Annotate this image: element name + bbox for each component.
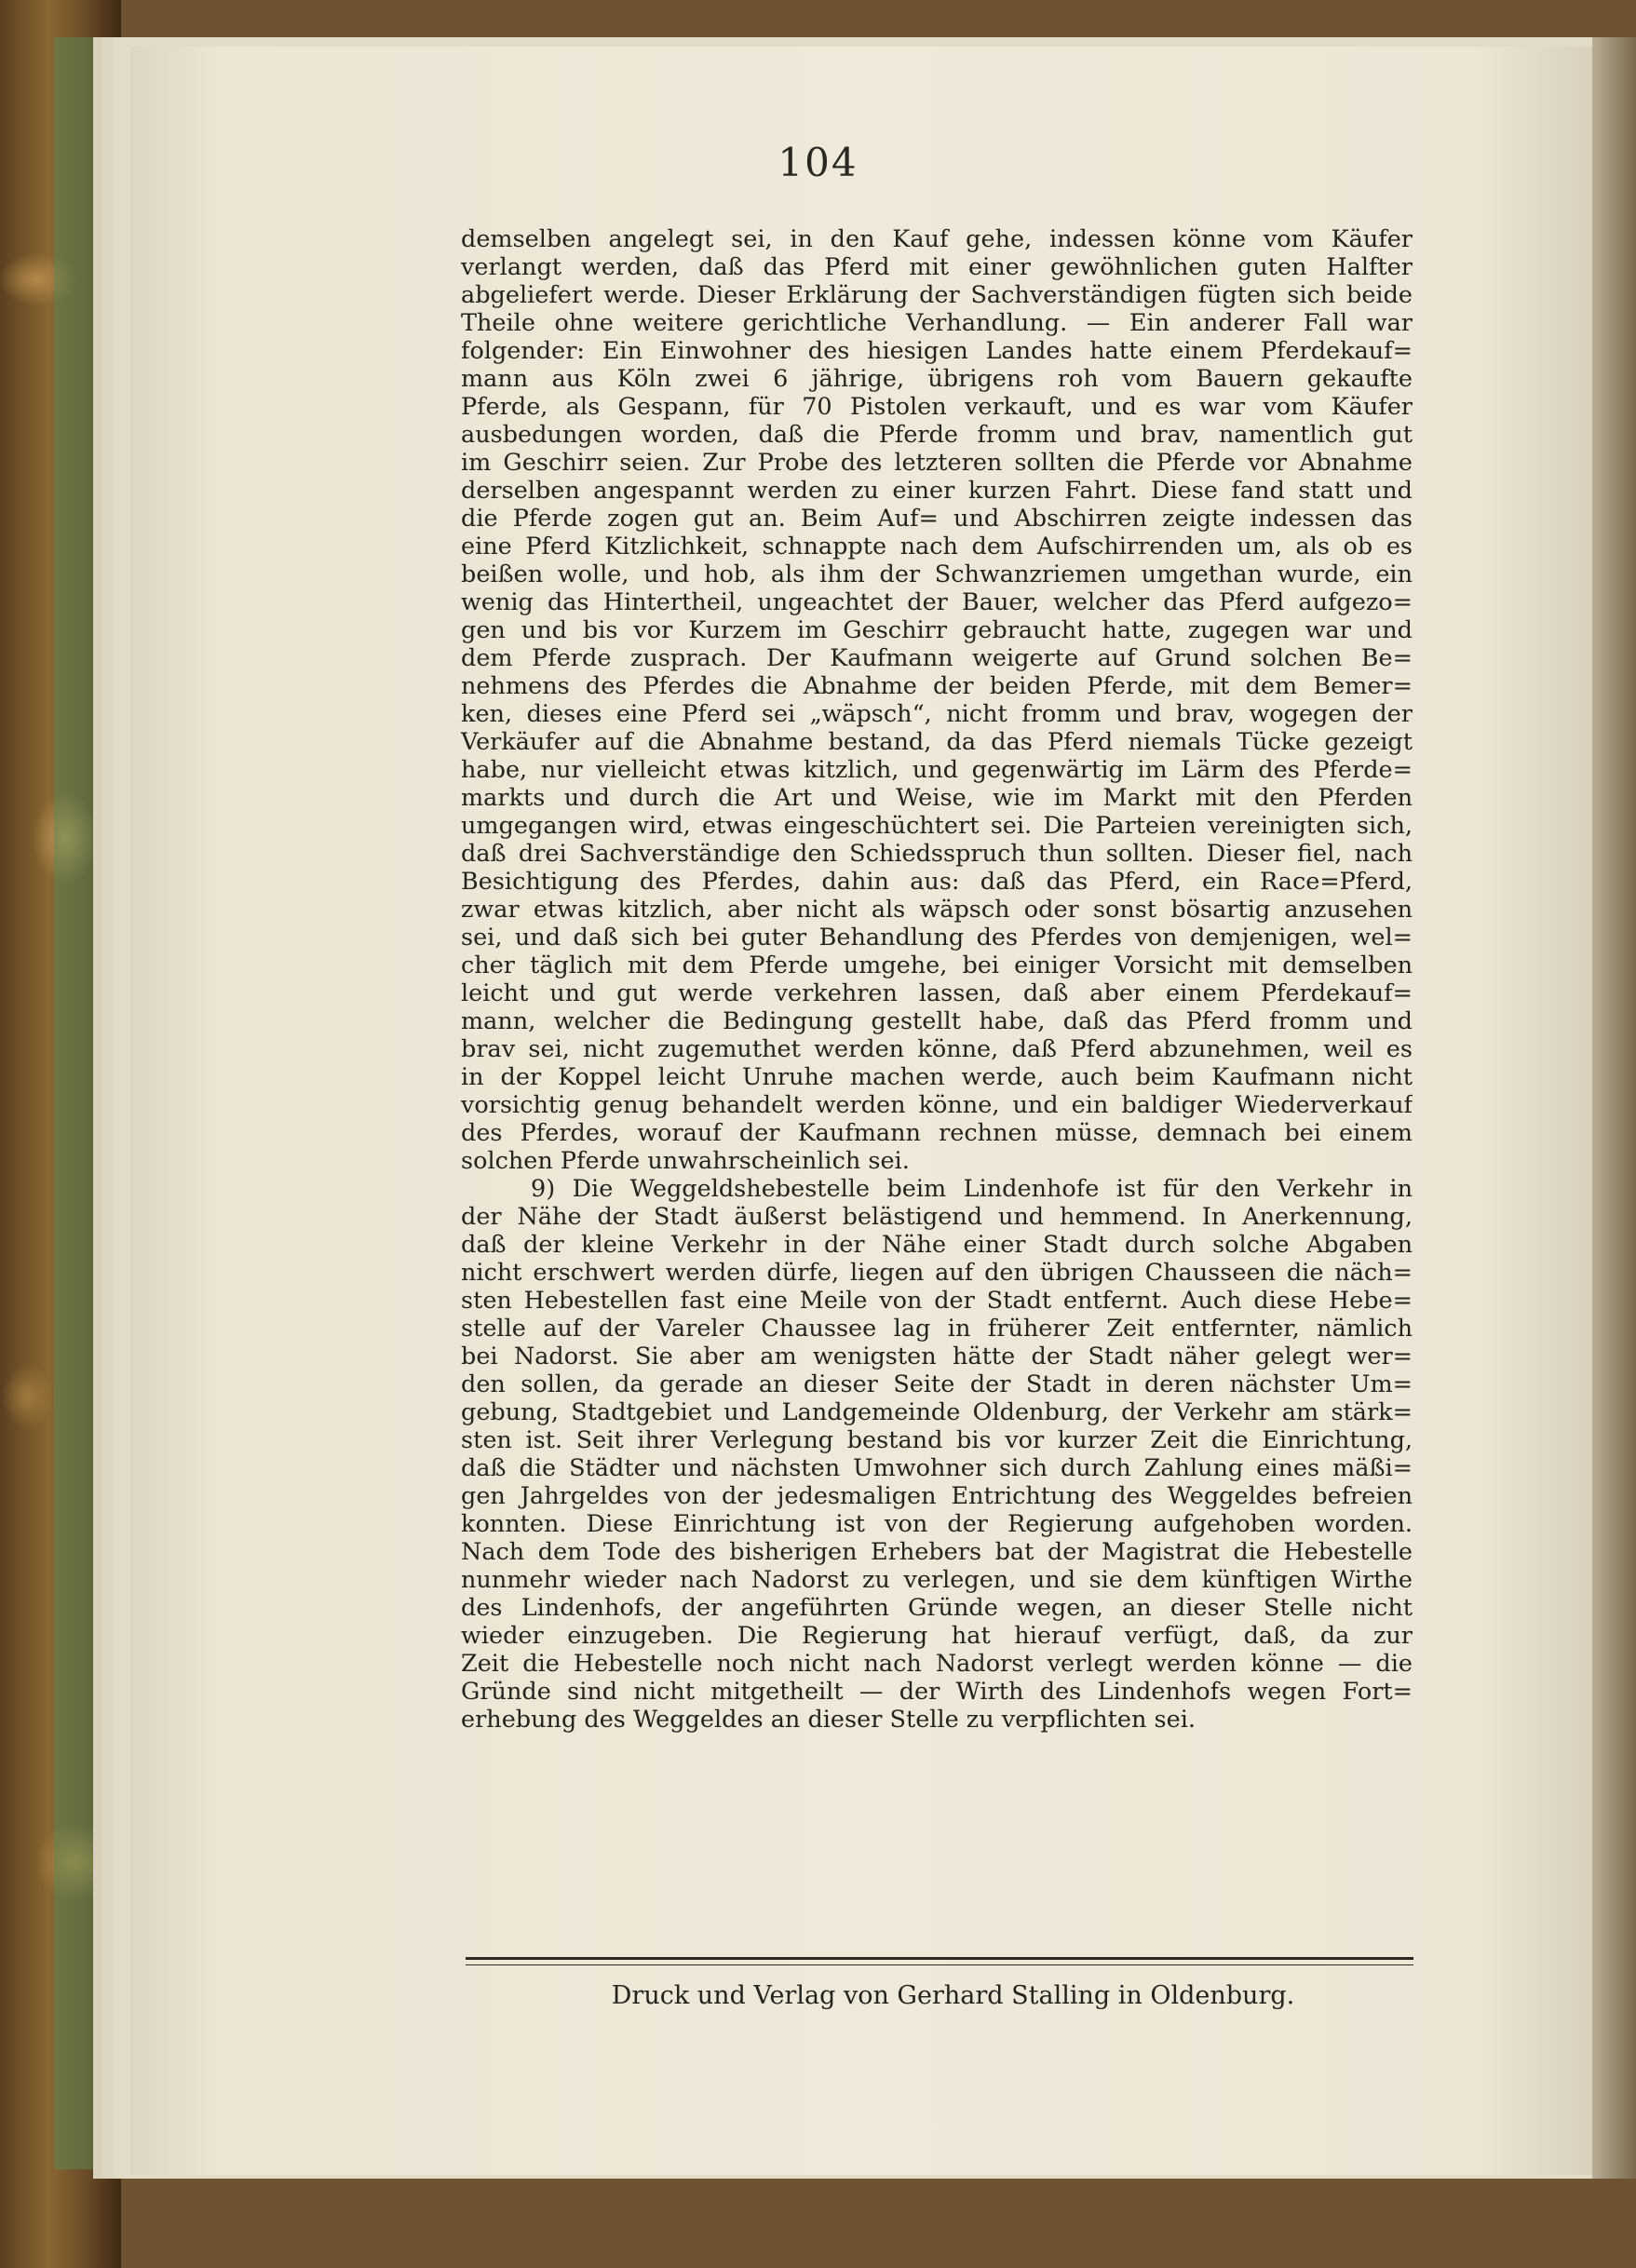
text-line: wieder einzugeben. Die Regierung hat hierauf verfügt, daß, da zur <box>461 1622 1413 1650</box>
text-line: daß drei Sachverständige den Schiedsspruch thun sollten. Dieser fiel, nach <box>461 840 1413 868</box>
text-line: leicht und gut werde verkehren lassen, daß aber einem Pferdekauf= <box>461 979 1413 1007</box>
text-line: nicht erschwert werden dürfe, liegen auf den übrigen Chausseen die näch= <box>461 1259 1413 1287</box>
text-line: derselben angespannt werden zu einer kurzen Fahrt. Diese fand statt und <box>461 477 1413 505</box>
text-line: Pferde, als Gespann, für 70 Pistolen verkauft, und es war vom Käufer <box>461 393 1413 421</box>
text-line: bei Nadorst. Sie aber am wenigsten hätte der Stadt näher gelegt wer= <box>461 1343 1413 1370</box>
text-line: Nach dem Tode des bisherigen Erhebers bat der Magistrat die Hebestelle <box>461 1538 1413 1566</box>
text-line: verlangt werden, daß das Pferd mit einer gewöhnlichen guten Halfter <box>461 253 1413 281</box>
text-line: Gründe sind nicht mitgetheilt — der Wirth des Lindenhofs wegen Fort= <box>461 1678 1413 1706</box>
text-line: des Pferdes, worauf der Kaufmann rechnen müsse, demnach bei einem <box>461 1119 1413 1147</box>
text-line: konnten. Diese Einrichtung ist von der Regierung aufgehoben worden. <box>461 1510 1413 1538</box>
text-line: Zeit die Hebestelle noch nicht nach Nadorst verlegt werden könne — die <box>461 1650 1413 1678</box>
text-line: daß der kleine Verkehr in der Nähe einer Stadt durch solche Abgaben <box>461 1231 1413 1259</box>
text-line: beißen wolle, und hob, als ihm der Schwanzriemen umgethan wurde, ein <box>461 560 1413 588</box>
book-gutter <box>1592 37 1636 2179</box>
text-line: dem Pferde zusprach. Der Kaufmann weigerte auf Grund solchen Be= <box>461 644 1413 672</box>
text-line: habe, nur vielleicht etwas kitzlich, und gegenwärtig im Lärm des Pferde= <box>461 756 1413 784</box>
text-line: sten ist. Seit ihrer Verlegung bestand bis vor kurzer Zeit die Einrichtung, <box>461 1426 1413 1454</box>
text-line: vorsichtig genug behandelt werden könne, und ein baldiger Wiederverkauf <box>461 1091 1413 1119</box>
printer-imprint: Druck und Verlag von Gerhard Stalling in Oldenburg. <box>611 1981 1295 2010</box>
text-line: sei, und daß sich bei guter Behandlung des Pferdes von demjenigen, wel= <box>461 924 1413 952</box>
text-line: erhebung des Weggeldes an dieser Stelle zu verpflichten sei. <box>461 1706 1196 1734</box>
text-line: brav sei, nicht zugemuthet werden könne, daß Pferd abzunehmen, weil es <box>461 1035 1413 1063</box>
text-line: stelle auf der Vareler Chaussee lag in früherer Zeit entfernter, nämlich <box>461 1315 1413 1343</box>
text-line: den sollen, da gerade an dieser Seite der Stadt in deren nächster Um= <box>461 1370 1413 1398</box>
footer-rule-thin <box>466 1964 1413 1965</box>
text-line: ken, dieses eine Pferd sei „wäpsch“, nicht fromm und brav, wogegen der <box>461 700 1413 728</box>
text-line: solchen Pferde unwahrscheinlich sei. <box>461 1147 910 1175</box>
footer-rule <box>466 1957 1413 1960</box>
text-line: eine Pferd Kitzlichkeit, schnappte nach dem Aufschirrenden um, als ob es <box>461 533 1413 560</box>
text-line: Verkäufer auf die Abnahme bestand, da das Pferd niemals Tücke gezeigt <box>461 728 1413 756</box>
text-line: die Pferde zogen gut an. Beim Auf= und Abschirren zeigte indessen das <box>461 505 1413 533</box>
text-line: markts und durch die Art und Weise, wie im Markt mit den Pferden <box>461 784 1413 812</box>
text-line: nehmens des Pferdes die Abnahme der beiden Pferde, mit dem Bemer= <box>461 672 1413 700</box>
text-line: cher täglich mit dem Pferde umgehe, bei einiger Vorsicht mit demselben <box>461 952 1413 979</box>
text-line: des Lindenhofs, der angeführten Gründe wegen, an dieser Stelle nicht <box>461 1594 1413 1622</box>
text-line: wenig das Hintertheil, ungeachtet der Bauer, welcher das Pferd aufgezo= <box>461 588 1413 616</box>
text-line: in der Koppel leicht Unruhe machen werde, auch beim Kaufmann nicht <box>461 1063 1413 1091</box>
text-line: Theile ohne weitere gerichtliche Verhandlung. — Ein anderer Fall war <box>461 309 1413 337</box>
text-line: umgegangen wird, etwas eingeschüchtert sei. Die Parteien vereinigten sich, <box>461 812 1413 840</box>
text-line: demselben angelegt sei, in den Kauf gehe, indessen könne vom Käufer <box>461 225 1413 253</box>
text-line: Besichtigung des Pferdes, dahin aus: daß das Pferd, ein Race=Pferd, <box>461 868 1413 896</box>
text-line: gebung, Stadtgebiet und Landgemeinde Oldenburg, der Verkehr am stärk= <box>461 1398 1413 1426</box>
text-line: der Nähe der Stadt äußerst belästigend und hemmend. In Anerkennung, <box>461 1203 1413 1231</box>
text-line: 9) Die Weggeldshebestelle beim Lindenhofe ist für den Verkehr in <box>531 1175 1413 1203</box>
text-line: abgeliefert werde. Dieser Erklärung der Sachverständigen fügten sich beide <box>461 281 1413 309</box>
text-line: ausbedungen worden, daß die Pferde fromm und brav, namentlich gut <box>461 421 1413 449</box>
text-line: nunmehr wieder nach Nadorst zu verlegen, und sie dem künftigen Wirthe <box>461 1566 1413 1594</box>
text-line: gen Jahrgeldes von der jedesmaligen Entrichtung des Weggeldes befreien <box>461 1482 1413 1510</box>
text-line: folgender: Ein Einwohner des hiesigen Landes hatte einem Pferdekauf= <box>461 337 1413 365</box>
page-number: 104 <box>777 140 859 185</box>
text-line: mann, welcher die Bedingung gestellt habe, daß das Pferd fromm und <box>461 1007 1413 1035</box>
text-line: im Geschirr seien. Zur Probe des letzteren sollten die Pferde vor Abnahme <box>461 449 1413 477</box>
body-text <box>461 225 1413 1734</box>
text-line: gen und bis vor Kurzem im Geschirr gebraucht hatte, zugegen war und <box>461 616 1413 644</box>
text-line: sten Hebestellen fast eine Meile von der Stadt entfernt. Auch diese Hebe= <box>461 1287 1413 1315</box>
text-line: daß die Städter und nächsten Umwohner sich durch Zahlung eines mäßi= <box>461 1454 1413 1482</box>
text-line: zwar etwas kitzlich, aber nicht als wäpsch oder sonst bösartig anzusehen <box>461 896 1413 924</box>
text-line: mann aus Köln zwei 6 jährige, übrigens roh vom Bauern gekaufte <box>461 365 1413 393</box>
